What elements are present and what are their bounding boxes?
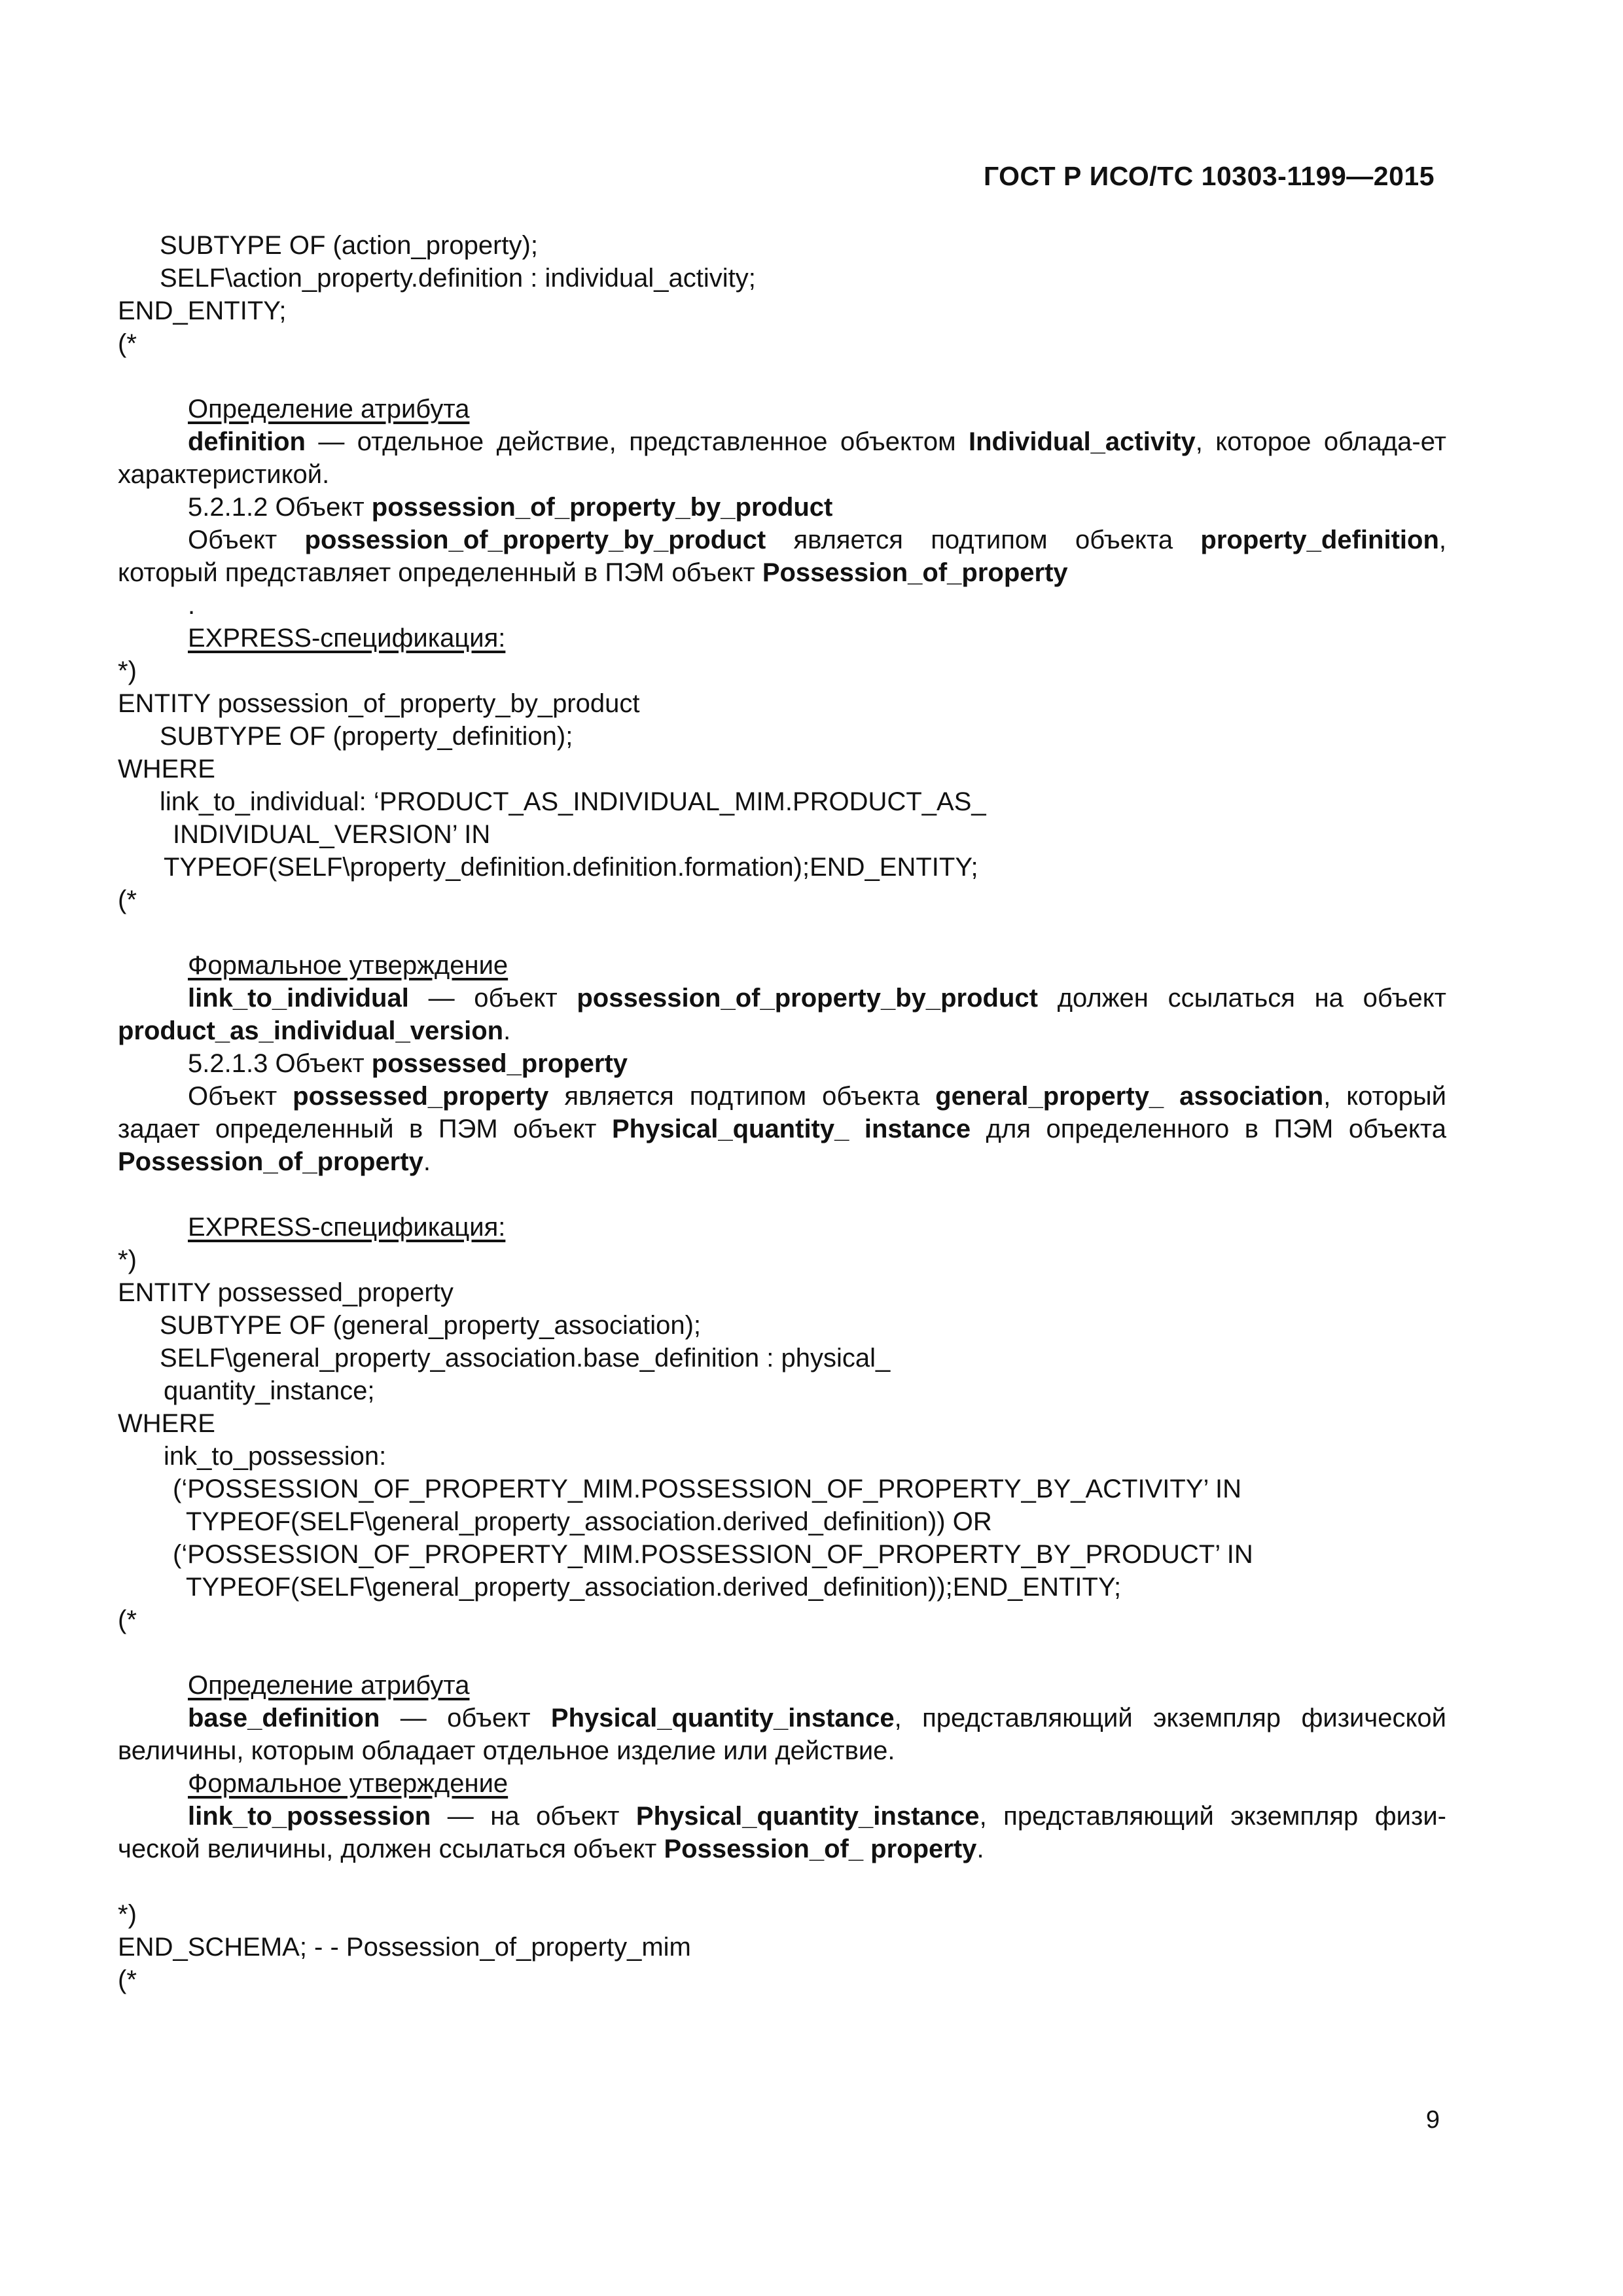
code-line: (*: [118, 886, 137, 914]
page-number: 9: [1425, 2106, 1440, 2134]
code-line: TYPEOF(SELF\property_definition.definition.formation);END_ENTITY;: [164, 853, 978, 882]
code-line: ink_to_possession:: [164, 1442, 387, 1471]
attribute-definition-text: base_definition — объект Physical_quantity_instance, представляющий экземпляр физической величины, которым обладает отдельное изделие или действие.: [118, 1704, 1446, 1765]
express-spec-heading: EXPRESS-спецификация:: [188, 624, 506, 653]
code-line: INDIVIDUAL_VERSION’ IN: [173, 820, 491, 849]
attribute-definition-heading: Определение атрибута: [188, 1671, 470, 1700]
code-line: (‘POSSESSION_OF_PROPERTY_MIM.POSSESSION_OF_PROPERTY_BY_ACTIVITY’ IN: [173, 1475, 1242, 1503]
code-line: SELF\general_property_association.base_definition : physical_: [160, 1344, 891, 1372]
standard-header: ГОСТ Р ИСО/ТС 10303-1199—2015: [983, 161, 1435, 191]
code-line: *): [118, 1900, 137, 1929]
code-line: TYPEOF(SELF\general_property_association.derived_definition));END_ENTITY;: [186, 1573, 1122, 1602]
section-5-2-1-2-title: 5.2.1.2 Объект possession_of_property_by_product: [188, 493, 833, 522]
code-line: *): [118, 1246, 137, 1274]
code-line: ENTITY possessed_property: [118, 1278, 454, 1307]
formal-statement-heading: Формальное утверждение: [188, 1769, 508, 1798]
code-line: WHERE: [118, 755, 215, 783]
code-line: END_ENTITY;: [118, 296, 287, 325]
formal-statement-text: link_to_individual — объект possession_of_property_by_product должен ссылаться на объект product_as_individual_version.: [118, 984, 1446, 1045]
stray-dot: .: [188, 591, 196, 620]
code-line: SUBTYPE OF (action_property);: [160, 231, 538, 260]
formal-statement-heading: Формальное утверждение: [188, 951, 508, 980]
express-spec-heading: EXPRESS-спецификация:: [188, 1213, 506, 1242]
code-line: link_to_individual: ‘PRODUCT_AS_INDIVIDUAL_MIM.PRODUCT_AS_: [160, 787, 986, 816]
page-content: [118, 229, 1446, 1996]
code-line: SUBTYPE OF (property_definition);: [160, 722, 573, 751]
code-line: SELF\action_property.definition : individual_activity;: [160, 264, 756, 293]
attribute-definition-text: definition — отдельное действие, представленное объектом Individual_activity, которое облада-ет характеристикой.: [118, 427, 1446, 489]
code-line: TYPEOF(SELF\general_property_association.derived_definition)) OR: [186, 1507, 992, 1536]
code-line: WHERE: [118, 1409, 215, 1438]
code-line: END_SCHEMA; - - Possession_of_property_mim: [118, 1933, 691, 1962]
code-line: (*: [118, 329, 137, 358]
section-5-2-1-2-text: Объект possession_of_property_by_product является подтипом объекта property_definition, который представляет определенный в ПЭМ объект Possession_of_property: [118, 526, 1446, 587]
code-line: SUBTYPE OF (general_property_association);: [160, 1311, 702, 1340]
code-line: *): [118, 656, 137, 685]
code-line: (*: [118, 1605, 137, 1634]
code-line: ENTITY possession_of_property_by_product: [118, 689, 640, 718]
section-5-2-1-3-text: Объект possessed_property является подтипом объекта general_property_ association, который задает определенный в ПЭМ объект Physical_quantity_ instance для определенного в ПЭМ объекта Possession_of_property.: [118, 1082, 1446, 1176]
code-line: (‘POSSESSION_OF_PROPERTY_MIM.POSSESSION_OF_PROPERTY_BY_PRODUCT’ IN: [173, 1540, 1253, 1569]
code-line: quantity_instance;: [164, 1376, 375, 1405]
section-5-2-1-3-title: 5.2.1.3 Объект possessed_property: [188, 1049, 628, 1078]
code-line: (*: [118, 1965, 137, 1994]
formal-statement-text: link_to_possession — на объект Physical_quantity_instance, представляющий экземпляр физи-ческой величины, должен ссылаться объект Possession_of_ property.: [118, 1802, 1446, 1863]
attribute-definition-heading: Определение атрибута: [188, 395, 470, 423]
